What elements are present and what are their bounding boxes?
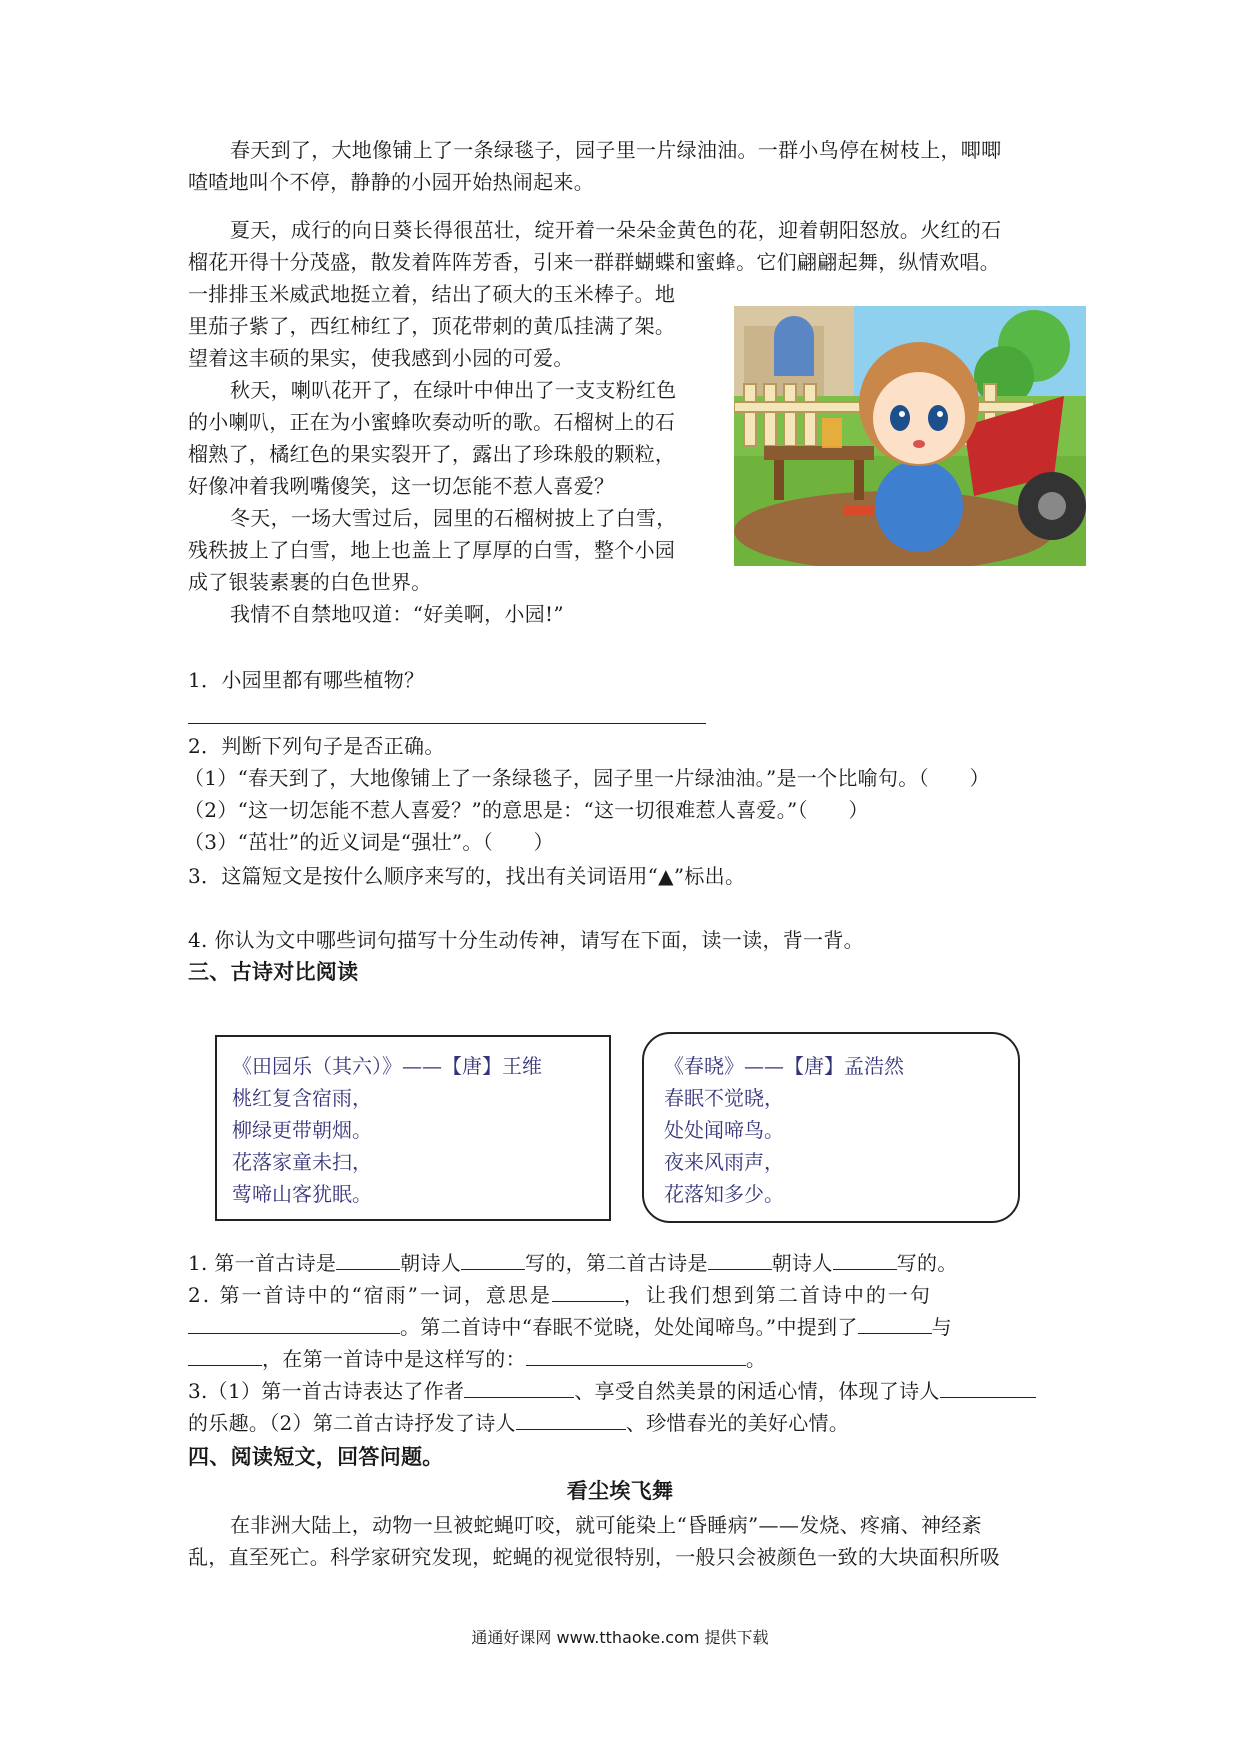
- s3-q2-text: 。第二首诗中“春眠不觉晓，处处闻啼鸟。”中提到了: [400, 1315, 858, 1339]
- article-line: 在非洲大陆上，动物一旦被蛇蝇叮咬，就可能染上“昏睡病”——发烧、疼痛、神经紊: [230, 1513, 982, 1537]
- s3-q2-text: 与: [931, 1315, 952, 1339]
- s3-question-2: [188, 1279, 932, 1311]
- passage-line: 一排排玉米威武地挺立着，结出了硕大的玉米棒子。地: [188, 282, 676, 306]
- question-2: 2．判断下列句子是否正确。: [188, 734, 445, 758]
- section-3-heading: 三、古诗对比阅读: [188, 959, 359, 984]
- s3-q1-text: 朝诗人: [771, 1251, 833, 1275]
- article-title: 看尘埃飞舞: [566, 1478, 674, 1503]
- poem-1-title: 《田园乐（其六）》——【唐】王维: [232, 1054, 542, 1078]
- answer-blank[interactable]: [708, 1247, 772, 1270]
- s3-q3-text: 、享受自然美景的闲适心情，体现了诗人: [574, 1379, 940, 1403]
- passage-line: 夏天，成行的向日葵长得很茁壮，绽开着一朵朵金黄色的花，迎着朝阳怒放。火红的石: [230, 218, 1002, 242]
- passage-line: 望着这丰硕的果实，使我感到小园的可爱。: [188, 346, 574, 370]
- answer-blank[interactable]: [516, 1407, 626, 1430]
- passage-line: 秋天，喇叭花开了，在绿叶中伸出了一支支粉红色: [230, 378, 677, 402]
- s3-question-2-cont: [188, 1311, 952, 1343]
- answer-blank[interactable]: [858, 1311, 932, 1334]
- poem-2-line: 夜来风雨声，: [664, 1150, 784, 1174]
- answer-blank[interactable]: [526, 1343, 746, 1366]
- s3-q2-text: ，让我们想到第二首诗中的一句: [623, 1283, 932, 1307]
- s3-q3-text: 、珍惜春光的美好心情。: [625, 1411, 850, 1435]
- page-footer: 通通好课网 www.tthaoke.com 提供下载: [471, 1628, 769, 1647]
- passage-line: 春天到了，大地像铺上了一条绿毯子，园子里一片绿油油。一群小鸟停在树枝上，唧唧: [230, 138, 1002, 162]
- poem-2-line: 春眠不觉晓，: [664, 1086, 784, 1110]
- poem-2-line: 处处闻啼鸟。: [664, 1118, 784, 1142]
- s3-q1-text: 写的。: [896, 1251, 958, 1275]
- poem-1-line: 柳绿更带朝烟。: [232, 1118, 372, 1142]
- poem-2-title: 《春晓》——【唐】孟浩然: [664, 1054, 904, 1078]
- s3-q3-text: 的乐趣。（2）第二首古诗抒发了诗人: [188, 1411, 516, 1435]
- s3-q2-text: 2. 第一首诗中的“宿雨”一词，意思是: [188, 1283, 552, 1307]
- passage-line: 残秩披上了白雪，地上也盖上了厚厚的白雪，整个小园: [188, 538, 676, 562]
- poem-2-line: 花落知多少。: [664, 1182, 784, 1206]
- answer-blank[interactable]: [188, 1311, 400, 1334]
- question-4: 4. 你认为文中哪些词句描写十分生动传神，请写在下面，读一读，背一背。: [188, 928, 864, 952]
- poem-1-line: 莺啼山客犹眠。: [232, 1182, 372, 1206]
- answer-line[interactable]: [188, 723, 706, 724]
- s3-q3-text: 3.（1）第一首古诗表达了作者: [188, 1379, 465, 1403]
- passage-line: 好像冲着我咧嘴傻笑，这一切怎能不惹人喜爱？: [188, 474, 615, 498]
- s3-q2-text: 。: [745, 1347, 767, 1371]
- s3-q1-text: 写的，第二首古诗是: [525, 1251, 708, 1275]
- passage-line: 我情不自禁地叹道：“好美啊，小园!”: [230, 602, 564, 626]
- answer-blank[interactable]: [833, 1247, 897, 1270]
- passage-line: 的小喇叭，正在为小蜜蜂吹奏动听的歌。石榴树上的石: [188, 410, 676, 434]
- passage-line: 成了银装素裹的白色世界。: [188, 570, 432, 594]
- illustration-child-gardening: [734, 306, 1086, 566]
- answer-blank[interactable]: [188, 1343, 262, 1366]
- passage-line: 里茄子紫了，西红柿红了，顶花带刺的黄瓜挂满了架。: [188, 314, 676, 338]
- answer-blank[interactable]: [940, 1375, 1036, 1398]
- passage-line: 榴熟了，橘红色的果实裂开了，露出了珍珠般的颗粒，: [188, 442, 676, 466]
- answer-blank[interactable]: [464, 1375, 574, 1398]
- question-3: 3．这篇短文是按什么顺序来写的，找出有关词语用“▲”标出。: [188, 864, 746, 888]
- answer-blank[interactable]: [336, 1247, 400, 1270]
- question-2-1: （1）“春天到了，大地像铺上了一条绿毯子，园子里一片绿油油。”是一个比喻句。（ ）: [184, 766, 990, 790]
- question-2-2: （2）“这一切怎能不惹人喜爱？”的意思是：“这一切很难惹人喜爱。”（ ）: [184, 798, 869, 822]
- question-1: 1．小园里都有哪些植物？: [188, 668, 425, 692]
- s3-question-3: [188, 1375, 1036, 1407]
- section-4-heading: 四、阅读短文，回答问题。: [188, 1444, 444, 1469]
- s3-question-3-cont: [188, 1407, 849, 1439]
- s3-q1-text: 1. 第一首古诗是: [188, 1251, 337, 1275]
- answer-blank[interactable]: [461, 1247, 525, 1270]
- passage-line: 榴花开得十分茂盛，散发着阵阵芳香，引来一群群蝴蝶和蜜蜂。它们翩翩起舞，纵情欢唱。: [188, 250, 1000, 274]
- s3-question-2-cont: [188, 1343, 766, 1375]
- poem-1-line: 花落家童未扫，: [232, 1150, 372, 1174]
- answer-blank[interactable]: [552, 1279, 624, 1302]
- passage-line: 冬天，一场大雪过后，园里的石榴树披上了白雪，: [230, 506, 677, 530]
- s3-question-1: [188, 1247, 958, 1279]
- question-2-3: （3）“茁壮”的近义词是“强壮”。（ ）: [184, 830, 554, 854]
- s3-q1-text: 朝诗人: [400, 1251, 462, 1275]
- poem-1-line: 桃红复含宿雨，: [232, 1086, 372, 1110]
- s3-q2-text: ，在第一首诗中是这样写的：: [262, 1347, 526, 1371]
- article-line: 乱，直至死亡。科学家研究发现，蛇蝇的视觉很特别，一般只会被颜色一致的大块面积所吸: [188, 1545, 1000, 1569]
- passage-line: 喳喳地叫个不停，静静的小园开始热闹起来。: [188, 170, 594, 194]
